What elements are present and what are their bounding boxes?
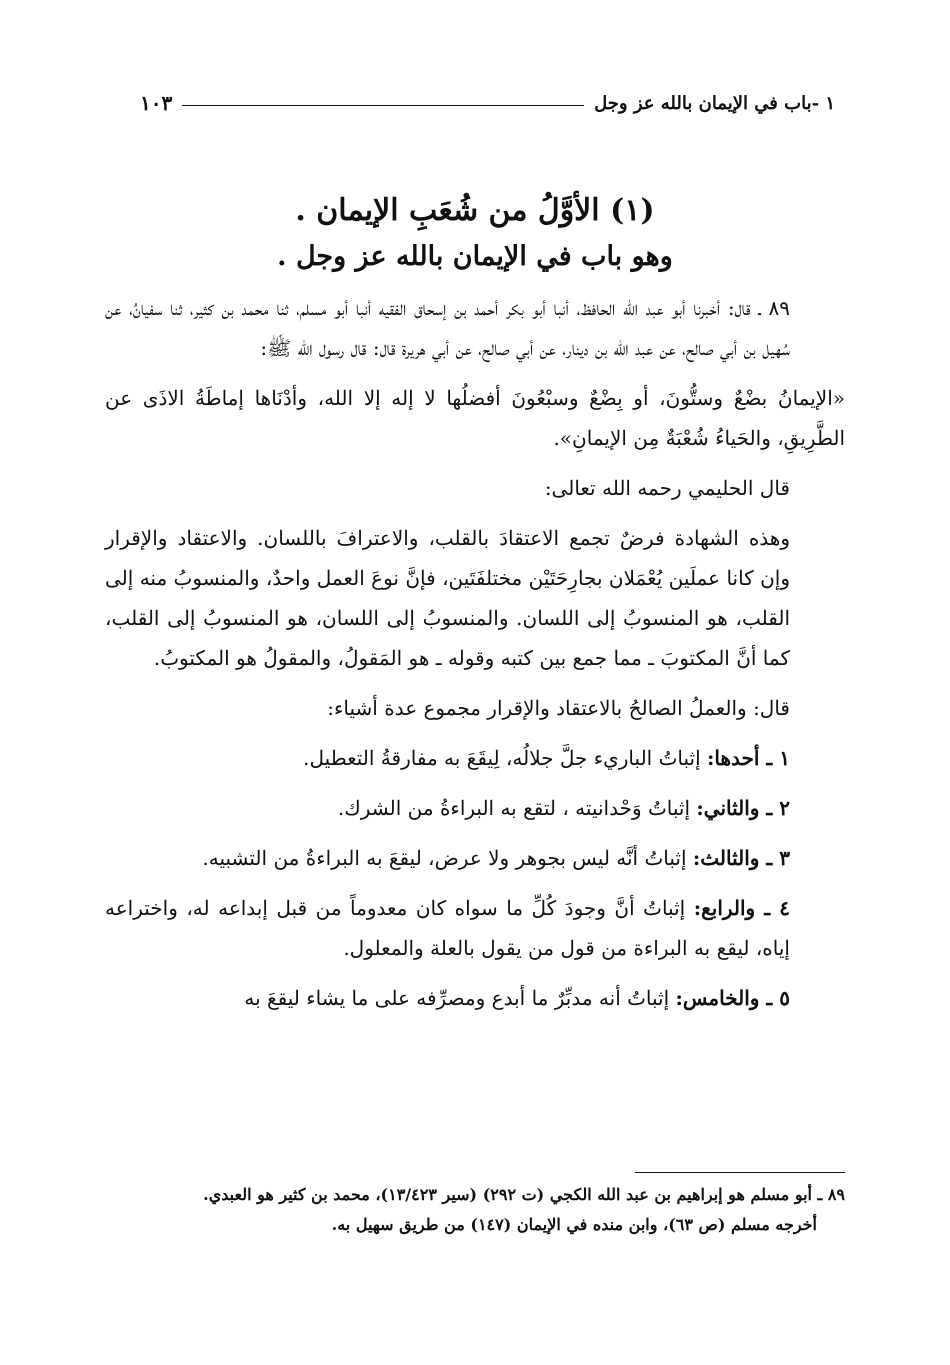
running-title: ١ -باب في الإيمان بالله عز وجل <box>594 92 835 114</box>
list-item-lead: ٥ ـ والخامس: <box>675 986 790 1010</box>
list-item-text: إثباتُ أنَّ وجودَ كُلِّ ما سواه كان معدوماً من قبل إبداعه له، واختراعه إياه، ليقع به البراءة من قول من يقول بالعلة والمعلول. <box>105 896 790 960</box>
list-item <box>105 888 845 968</box>
list-item <box>105 788 845 828</box>
isnad-paragraph: ٨٩ ـ قال: أخبرنا أبو عبد الله الحافظ، أنبا أبو بكر أحمد بن إسحاق الفقيه أنبا أبو مسلم، ثنا محمد بن كثير، ثنا سفيانُ، عن سُهيل بن أبي صالح، عن عبد الله بن دينار، عن أبي صالح، عن أبي هريرة قال: قال رسول الله ﷺ: <box>105 296 790 360</box>
list-item-text: إثباتُ وَحْدانيته ، لتقع به البراءةُ من الشرك. <box>337 796 697 820</box>
commentary-paragraph: وهذه الشهادة فرضٌ تجمع الاعتقادَ بالقلب، والاعترافَ باللسان. والاعتقاد والإقرار وإن كانا عملَين يُعْمَلان بجارِحَتَيْن مختلفَتَين، فإنَّ نوعَ العمل واحدٌ، والمنسوبُ منه إلى القلب، هو المنسوبُ إلى اللسان. والمنسوبُ إلى اللسان، هو المنسوبُ إلى القلب، كما أنَّ المكتوبَ ـ مما جمع بين كتبه وقوله ـ هو المَقولُ، والمقولُ هو المكتوبُ. <box>105 526 791 670</box>
page-number: ١٠٣ <box>140 91 173 115</box>
list-item-text: إثباتُ أنَّه ليس بجوهر ولا عرض، ليقعَ به البراءةُ من التشبيه. <box>202 846 693 870</box>
chapter-subtitle: وهو باب في الإيمان بالله عز وجل . <box>277 241 673 272</box>
list-item <box>105 738 845 778</box>
list-item-lead: ٤ ـ والرابع: <box>693 896 790 920</box>
list-item-text: إثباتُ أنه مدبِّرٌ ما أبدع ومصرِّفه على ما يشاء ليقعَ به <box>244 986 676 1010</box>
header-rule <box>182 105 584 106</box>
list-item-lead: ١ ـ أحدها: <box>707 746 790 770</box>
list-item <box>105 838 845 878</box>
list-item-lead: ٣ ـ والثالث: <box>692 846 790 870</box>
halimi-intro: قال الحليمي رحمه الله تعالى: <box>544 476 790 500</box>
footnotes <box>105 1180 845 1240</box>
footnote-rule <box>635 1172 845 1173</box>
list-item-lead: ٢ ـ والثاني: <box>696 796 790 820</box>
chapter-title: (١) الأوَّلُ من شُعَبِ الإيمان . <box>295 193 655 228</box>
main-text <box>105 288 845 1018</box>
hadith-text: «الإيمانُ بضْعٌ وستُّونَ، أو بِضْعٌ وسبْعُونَ أفضلُها لا إله إلا الله، وأدْنَاها إماطَةُ الاذَى عن الطَّرِيقِ، والحَياءُ شُعْبَةٌ مِن الإيمانِ». <box>105 386 845 450</box>
footnote-89: ٨٩ ـ أبو مسلم هو إبراهيم بن عبد الله الكجي (ت ٢٩٢) (سير ١٣/٤٢٣)، محمد بن كثير هو العبدي. <box>203 1185 845 1204</box>
qala-paragraph: قال: والعملُ الصالحُ بالاعتقاد والإقرار مجموع عدة أشياء: <box>327 696 790 720</box>
running-header <box>140 88 835 118</box>
list-item-text: إثباتُ الباريء جلَّ جلالُه، لِيقَعَ به مفارقةُ التعطيل. <box>303 746 708 770</box>
footnote-takhrij: أخرجه مسلم (ص ٦٣)، وابن منده في الإيمان (١٤٧) من طريق سهيل به. <box>331 1215 817 1234</box>
list-item <box>105 978 845 1018</box>
chapter-heading <box>100 188 850 280</box>
